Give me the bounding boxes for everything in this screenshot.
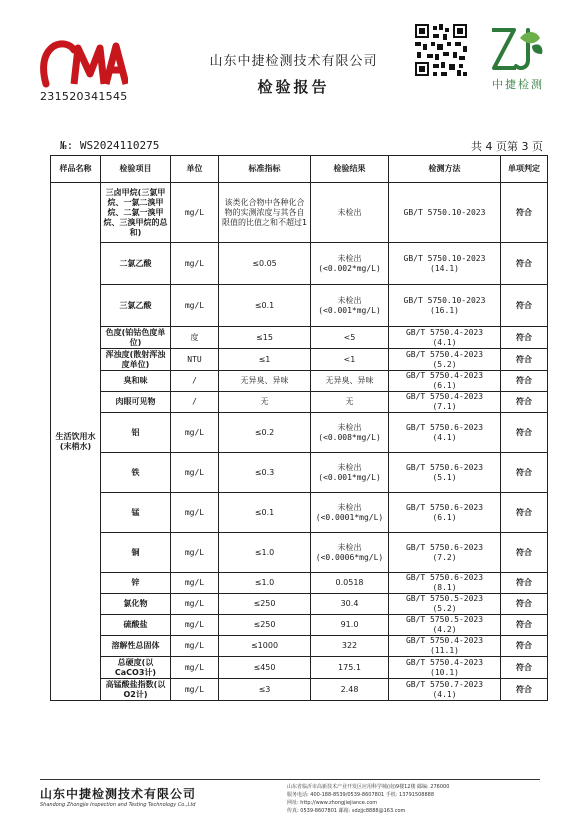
standard-cell: ≤15	[219, 327, 311, 349]
method-cell	[389, 493, 501, 533]
footer-contact	[287, 783, 542, 815]
unit-cell: mg/L	[171, 285, 219, 327]
method-standard: GB/T 5750.4-2023	[405, 657, 484, 667]
result-cell	[311, 493, 389, 533]
verdict-cell: 符合	[501, 349, 548, 371]
result-value: 2.48	[340, 684, 359, 694]
header-sample-name: 样品名称	[51, 156, 101, 183]
standard-cell: ≤0.3	[219, 453, 311, 493]
result-value: <1	[343, 354, 356, 364]
table-row	[51, 594, 548, 615]
item-cell: 浑浊度(散射浑浊度单位)	[101, 349, 171, 371]
method-clause: (4.1)	[432, 689, 457, 699]
result-cell	[311, 657, 389, 679]
item-cell: 总硬度(以CaCO3计)	[101, 657, 171, 679]
method-cell	[389, 453, 501, 493]
result-cell	[311, 183, 389, 243]
verdict-cell: 符合	[501, 453, 548, 493]
result-detection-limit: (<0.0006*mg/L)	[315, 552, 384, 562]
standard-cell: ≤0.2	[219, 413, 311, 453]
method-standard: GB/T 5750.7-2023	[405, 679, 484, 689]
table-row	[51, 573, 548, 594]
unit-cell: mg/L	[171, 533, 219, 573]
method-standard: GB/T 5750.6-2023	[405, 542, 484, 552]
result-cell	[311, 679, 389, 701]
table-row	[51, 392, 548, 413]
method-clause: (4.1)	[432, 337, 457, 347]
verdict-cell: 符合	[501, 657, 548, 679]
table-row	[51, 413, 548, 453]
result-detection-limit: (<0.008*mg/L)	[318, 432, 381, 442]
table-row	[51, 453, 548, 493]
result-detection-limit: (<0.001*mg/L)	[318, 305, 381, 315]
unit-cell: /	[171, 371, 219, 392]
header-result: 检验结果	[311, 156, 389, 183]
result-value: 0.0518	[335, 578, 364, 587]
zhongjie-logo-icon	[488, 24, 546, 74]
method-cell	[389, 413, 501, 453]
table-header-row	[51, 156, 548, 183]
unit-cell: mg/L	[171, 413, 219, 453]
verdict-cell: 符合	[501, 392, 548, 413]
unit-cell: NTU	[171, 349, 219, 371]
method-clause: (10.1)	[430, 667, 459, 677]
result-cell	[311, 349, 389, 371]
standard-cell: ≤0.05	[219, 243, 311, 285]
method-clause: (11.1)	[430, 646, 459, 655]
verdict-cell: 符合	[501, 243, 548, 285]
standard-cell: 无异臭、异味	[219, 371, 311, 392]
result-value: 未检出	[337, 207, 362, 217]
method-standard: GB/T 5750.4-2023	[405, 327, 484, 337]
header-unit: 单位	[171, 156, 219, 183]
result-detection-limit: (<0.0001*mg/L)	[315, 512, 384, 522]
unit-cell: mg/L	[171, 493, 219, 533]
method-cell	[389, 327, 501, 349]
result-value: 30.4	[340, 599, 359, 608]
method-standard: GB/T 5750.6-2023	[405, 462, 484, 472]
table-row	[51, 679, 548, 701]
method-clause: (8.1)	[432, 583, 457, 592]
table-row	[51, 285, 548, 327]
result-value: 未检出	[337, 422, 362, 432]
result-value: 175.1	[338, 662, 361, 672]
method-clause: (5.2)	[432, 359, 457, 369]
method-standard: GB/T 5750.6-2023	[405, 502, 484, 512]
method-clause: (5.1)	[432, 472, 457, 482]
method-clause: (7.1)	[432, 402, 457, 411]
verdict-cell: 符合	[501, 679, 548, 701]
verdict-cell: 符合	[501, 594, 548, 615]
inspection-table	[50, 155, 548, 701]
method-clause: (14.1)	[430, 263, 459, 273]
footer-company-en: Shandong Zhongjie Inspection and Testing Technology Co.,Ltd	[40, 802, 196, 808]
cma-number: 231520341545	[40, 90, 128, 103]
standard-cell: ≤1000	[219, 636, 311, 657]
result-cell	[311, 371, 389, 392]
result-value: 未检出	[337, 253, 362, 263]
result-cell	[311, 453, 389, 493]
verdict-cell: 符合	[501, 533, 548, 573]
table-body	[51, 183, 548, 701]
result-detection-limit: (<0.001*mg/L)	[318, 472, 381, 482]
item-cell: 三卤甲烷(三氯甲烷、一氯二溴甲烷、二氯一溴甲烷、三溴甲烷的总和)	[101, 183, 171, 243]
table-row	[51, 657, 548, 679]
header-item: 检验项目	[101, 156, 171, 183]
result-cell	[311, 594, 389, 615]
item-cell: 三氯乙酸	[101, 285, 171, 327]
method-cell	[389, 615, 501, 636]
item-cell: 肉眼可见物	[101, 392, 171, 413]
verdict-cell: 符合	[501, 285, 548, 327]
result-value: <5	[343, 332, 356, 342]
unit-cell: mg/L	[171, 243, 219, 285]
method-clause: (5.2)	[432, 604, 457, 613]
unit-cell: mg/L	[171, 594, 219, 615]
result-cell	[311, 573, 389, 594]
result-value: 无异臭、异味	[325, 376, 374, 385]
unit-cell: mg/L	[171, 453, 219, 493]
sample-name-cell: 生活饮用水(末梢水)	[51, 183, 101, 701]
result-cell	[311, 533, 389, 573]
table-row	[51, 533, 548, 573]
result-cell	[311, 413, 389, 453]
standard-cell: ≤250	[219, 594, 311, 615]
unit-cell: mg/L	[171, 573, 219, 594]
item-cell: 色度(铂钴色度单位)	[101, 327, 171, 349]
item-cell: 锰	[101, 493, 171, 533]
item-cell: 锌	[101, 573, 171, 594]
qr-code-icon	[413, 22, 469, 78]
standard-cell: ≤0.1	[219, 493, 311, 533]
method-cell	[389, 349, 501, 371]
footer-company: 山东中捷检测技术有限公司	[40, 787, 197, 801]
standard-cell: ≤1.0	[219, 573, 311, 594]
method-standard: GB/T 5750.4-2023	[405, 636, 484, 645]
method-cell	[389, 573, 501, 594]
table-row	[51, 349, 548, 371]
result-value: 未检出	[337, 462, 362, 472]
method-standard: GB/T 5750.5-2023	[405, 615, 484, 624]
method-cell	[389, 243, 501, 285]
method-cell	[389, 533, 501, 573]
method-standard: GB/T 5750.10-2023	[403, 253, 486, 263]
method-cell	[389, 657, 501, 679]
standard-cell: ≤1	[219, 349, 311, 371]
standard-cell: 该类化合物中各种化合物的实测浓度与其各自限值的比值之和不超过1	[219, 183, 311, 243]
result-value: 91.0	[340, 620, 359, 629]
result-value: 无	[345, 397, 354, 406]
table-row	[51, 493, 548, 533]
unit-cell: 度	[171, 327, 219, 349]
item-cell: 铜	[101, 533, 171, 573]
method-standard: GB/T 5750.4-2023	[405, 371, 484, 380]
verdict-cell: 符合	[501, 636, 548, 657]
method-cell	[389, 392, 501, 413]
result-cell	[311, 327, 389, 349]
result-cell	[311, 615, 389, 636]
method-cell	[389, 371, 501, 392]
unit-cell: mg/L	[171, 615, 219, 636]
standard-cell: ≤3	[219, 679, 311, 701]
item-cell: 氯化物	[101, 594, 171, 615]
method-cell	[389, 594, 501, 615]
table-row	[51, 183, 548, 243]
standard-cell: 无	[219, 392, 311, 413]
standard-cell: ≤250	[219, 615, 311, 636]
header-method: 检测方法	[389, 156, 501, 183]
verdict-cell: 符合	[501, 413, 548, 453]
standard-cell: ≤1.0	[219, 533, 311, 573]
method-clause: (16.1)	[430, 305, 459, 315]
unit-cell: /	[171, 392, 219, 413]
result-value: 未检出	[337, 295, 362, 305]
method-clause: (6.1)	[432, 512, 457, 522]
item-cell: 溶解性总固体	[101, 636, 171, 657]
unit-cell: mg/L	[171, 657, 219, 679]
company-name: 山东中捷检测技术有限公司	[209, 54, 378, 69]
method-clause: (4.1)	[432, 432, 457, 442]
unit-cell: mg/L	[171, 636, 219, 657]
method-clause: (7.2)	[432, 552, 457, 562]
result-cell	[311, 285, 389, 327]
result-detection-limit: (<0.002*mg/L)	[318, 263, 381, 273]
footer-website: 网址: http://www.zhongjiejiance.com	[287, 800, 378, 806]
report-title: 检验报告	[257, 78, 330, 96]
item-cell: 铝	[101, 413, 171, 453]
method-standard: GB/T 5750.10-2023	[403, 295, 486, 305]
table-row	[51, 243, 548, 285]
result-cell	[311, 636, 389, 657]
report-number: №: WS2024110275	[60, 139, 160, 152]
result-value: 未检出	[337, 502, 362, 512]
result-value: 未检出	[337, 542, 362, 552]
header-standard: 标准指标	[219, 156, 311, 183]
table-row	[51, 636, 548, 657]
header-verdict: 单项判定	[501, 156, 548, 183]
brand-name: 中捷检测	[492, 78, 544, 91]
method-standard: GB/T 5750.6-2023	[405, 573, 484, 582]
standard-cell: ≤0.1	[219, 285, 311, 327]
method-standard: GB/T 5750.4-2023	[405, 349, 484, 359]
item-cell: 高锰酸盐指数(以O2计)	[101, 679, 171, 701]
verdict-cell: 符合	[501, 327, 548, 349]
verdict-cell: 符合	[501, 615, 548, 636]
unit-cell: mg/L	[171, 183, 219, 243]
method-cell	[389, 183, 501, 243]
item-cell: 铁	[101, 453, 171, 493]
method-cell	[389, 285, 501, 327]
method-standard: GB/T 5750.5-2023	[405, 594, 484, 603]
result-cell	[311, 392, 389, 413]
footer-phone: 服务电话: 400-188-8539/0539-8607801 手机: 13791508888	[287, 792, 435, 798]
method-clause: (4.2)	[432, 625, 457, 634]
standard-cell: ≤450	[219, 657, 311, 679]
method-cell	[389, 679, 501, 701]
method-cell	[389, 636, 501, 657]
unit-cell: mg/L	[171, 679, 219, 701]
table-row	[51, 371, 548, 392]
result-value: 322	[341, 641, 358, 650]
footer-address: 山东省临沂市高新技术产业开发区应用科学城(南)9楼12楼 邮编: 276000	[287, 784, 450, 790]
method-standard: GB/T 5750.10-2023	[403, 207, 486, 217]
footer-divider	[40, 779, 540, 780]
verdict-cell: 符合	[501, 493, 548, 533]
verdict-cell: 符合	[501, 183, 548, 243]
page-info: 共 4 页第 3 页	[471, 140, 543, 153]
method-standard: GB/T 5750.4-2023	[405, 392, 484, 401]
item-cell: 硫酸盐	[101, 615, 171, 636]
verdict-cell: 符合	[501, 573, 548, 594]
table-row	[51, 615, 548, 636]
method-standard: GB/T 5750.6-2023	[405, 422, 484, 432]
verdict-cell: 符合	[501, 371, 548, 392]
footer-fax-email: 传真: 0539-8607801 邮箱: sdzjjc8888@163.com	[287, 808, 406, 814]
table-row	[51, 327, 548, 349]
item-cell: 二氯乙酸	[101, 243, 171, 285]
method-clause: (6.1)	[432, 381, 457, 390]
item-cell: 臭和味	[101, 371, 171, 392]
result-cell	[311, 243, 389, 285]
